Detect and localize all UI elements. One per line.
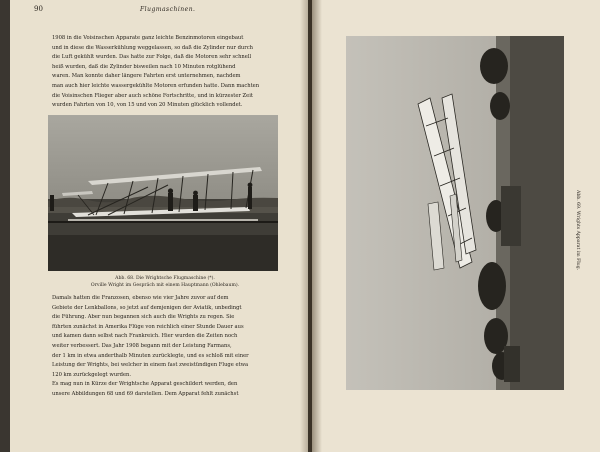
text-line: man auch hier leichte wassergekühlte Motoren erfunden hatte. Dann machten <box>52 82 260 89</box>
text-line: Leistung der Wrights, bei welcher in einem fast zweistündigen Fluge etwa <box>52 362 249 369</box>
text-line: die Voisinschen Flieger aber auch schöne Fortschritte, und in kürzester Zeit <box>52 92 253 99</box>
text-line: unsere Abbildungen 68 und 69 darstellen. Dem Apparat fehlt zunächst <box>52 390 239 397</box>
text-line: der 1 km in etwa anderthalb Minuten zurücklegte, und es schloß mit einer <box>52 352 249 359</box>
paragraph-bottom <box>52 294 280 400</box>
caption-line: Abb. 68. Die Wrightsche Flugmaschine (*). <box>115 276 215 281</box>
text-line: Es mag nun in Kürze der Wrightsche Apparat geschildert werden, den <box>52 381 238 388</box>
text-line: und in diese die Wasserkühlung weggelassen, so daß die Zylinder nur durch <box>52 44 253 51</box>
text-line: waren. Man konnte daher längere Fahrten erst unternehmen, nachdem <box>52 73 241 80</box>
wright-flyer-ground-photo <box>48 115 278 271</box>
text-line: Damals hatten die Franzosen, ebenso wie vier Jahre zuvor auf dem <box>52 295 229 301</box>
page-number: 90 <box>34 5 43 13</box>
paragraph-top <box>52 34 280 111</box>
text-line: 120 km zurückgelegt wurden. <box>52 371 132 378</box>
text-line: und kamen dann selbst nach Frankreich. Hier wurden die Zeiten noch <box>52 333 238 340</box>
text-line: Gebiete der Lenkballons, so jetzt auf demjenigen der Aviatik, unbedingt <box>52 304 242 311</box>
book-gutter <box>300 0 322 452</box>
caption-line: Orville Wright im Gespräch mit einem Hauptmann (Ohlebaum). <box>90 283 240 288</box>
biplane-flight-illustration <box>346 36 564 390</box>
text-line: die Führung. Aber nun begannen sich auch die Wrights zu regen. Sie <box>52 314 235 321</box>
side-caption <box>570 190 582 310</box>
text-line: 1908 in die Voisinschen Apparate ganz leichte Benzinmotoren eingebaut <box>52 35 244 41</box>
biplane-ground-illustration <box>48 115 278 271</box>
text-line: führten zunächst in Amerika Flüge von reichlich einer Stunde Dauer aus <box>52 323 244 330</box>
side-caption-text: Abb. 69. Wrights Apparat im Flug. <box>575 190 580 271</box>
running-head: Flugmaschinen. <box>140 6 196 13</box>
text-line: heiß wurden, daß die Zylinder bisweilen nach 10 Minuten rotglühend <box>52 63 236 70</box>
text-line: wurden Fahrten von 10, von 15 und von 20 Minuten glücklich vollendet. <box>52 102 243 109</box>
text-line: die Luft gekühlt wurden. Das hatte zur Folge, daß die Motoren sehr schnell <box>52 54 252 61</box>
text-line: weiter verbessert. Das Jahr 1908 begann mit der Leistung Farmans, <box>52 342 232 349</box>
figure-caption <box>60 275 270 289</box>
wright-flyer-flight-photo <box>346 36 564 390</box>
